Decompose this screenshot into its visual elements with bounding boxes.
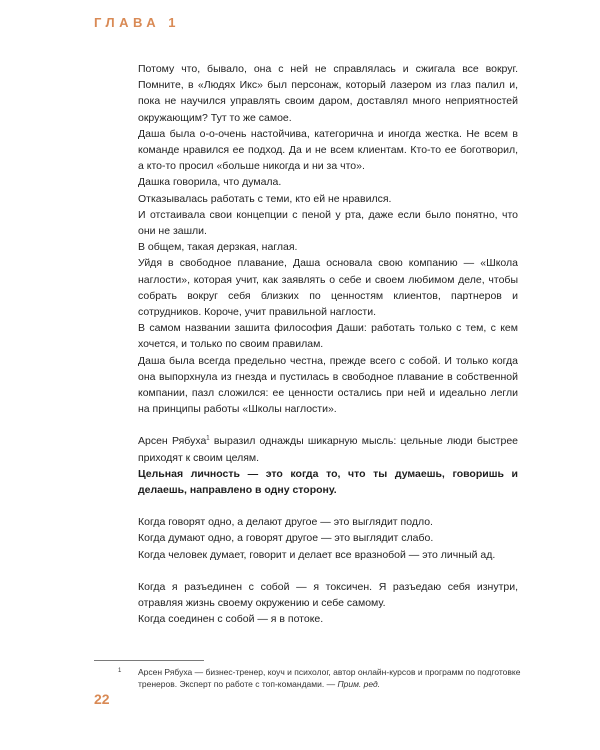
key-statement: Цельная личность — это когда то, что ты думаешь, говоришь и делаешь, направлено в одну сторону.: [138, 467, 518, 497]
paragraph-gap: [138, 563, 518, 579]
paragraph: Даша была всегда предельно честна, прежде всего с собой. И только когда она выпорхнула из гнезда и пустилась в свободное плавание в собственной компании, пазл сложился: ее ценности остались при ней и идеально легли на принципы работы «Школы наглости».: [138, 354, 518, 416]
paragraph: Дашка говорила, что думала.: [138, 176, 282, 189]
quote-intro-text: выразил однажды шикарную мысль: цельные люди быстрее приходят к своим целям.: [138, 435, 518, 464]
paragraph: Отказывалась работать с теми, кто ей не нравился.: [138, 192, 392, 205]
paragraph: Уйдя в свободное плавание, Даша основала свою компанию — «Школа наглости», которая учит, как заявлять о себе и своем любимом деле, чтобы собрать вокруг себя близких по ценностям клиентов, партнеров и сотрудников. Короче, учит правильной наглости.: [138, 257, 518, 319]
footnote-editor-note: Прим. ред.: [335, 679, 381, 689]
body-text: [138, 61, 518, 628]
paragraph: Когда думают одно, а говорят другое — это выглядит слабо.: [138, 532, 434, 545]
footnote-number: 1: [118, 668, 122, 674]
paragraph: Даша была о-о-очень настойчива, категорична и иногда жестка. Не всем в команде нравился ее подход. Да и не всем клиентам. Кто-то ее боготворил, а кто-то просил «больше никогда и ни за что».: [138, 127, 518, 173]
paragraph-gap: [138, 498, 518, 514]
footnote-divider: [94, 660, 204, 661]
chapter-header: ГЛАВА 1: [94, 15, 181, 30]
paragraph: В самом названии зашита философия Даши: работать только с тем, с кем хочется, и только по своим правилам.: [138, 322, 518, 351]
paragraph-gap: [138, 417, 518, 433]
paragraph: Когда говорят одно, а делают другое — это выглядит подло.: [138, 516, 433, 529]
paragraph: Когда человек думает, говорит и делает все вразнобой — это личный ад.: [138, 548, 496, 561]
footnote-text: Арсен Рябуха — бизнес-тренер, коуч и психолог, автор онлайн-курсов и программ по подготовке тренеров. Эксперт по работе с топ-командами. —: [138, 667, 521, 689]
footnote-ref: 1: [206, 435, 210, 442]
paragraph: Потому что, бывало, она с ней не справлялась и сжигала все вокруг. Помните, в «Людях Икс» был персонаж, который лазером из глаз палил и, пока не научился управлять своим даром, доставлял много неприятностей окружающим? Тут то же самое.: [138, 63, 518, 124]
footnote-body: [118, 666, 523, 690]
page-number: 22: [94, 691, 110, 707]
paragraph: В общем, такая дерзкая, наглая.: [138, 241, 298, 254]
paragraph: Когда соединен с собой — я в потоке.: [138, 613, 324, 626]
paragraph-quote-intro: [138, 433, 518, 465]
paragraph: И отстаивала свои концепции с пеной у рта, даже если было понятно, что они не зашли.: [138, 208, 518, 238]
author-name: Арсен Рябуха: [138, 435, 207, 448]
footnote: [118, 666, 523, 690]
paragraph: Когда я разъединен с собой — я токсичен. Я разъедаю себя изнутри, отравляя жизнь своему окружению и себе самому.: [138, 580, 518, 610]
